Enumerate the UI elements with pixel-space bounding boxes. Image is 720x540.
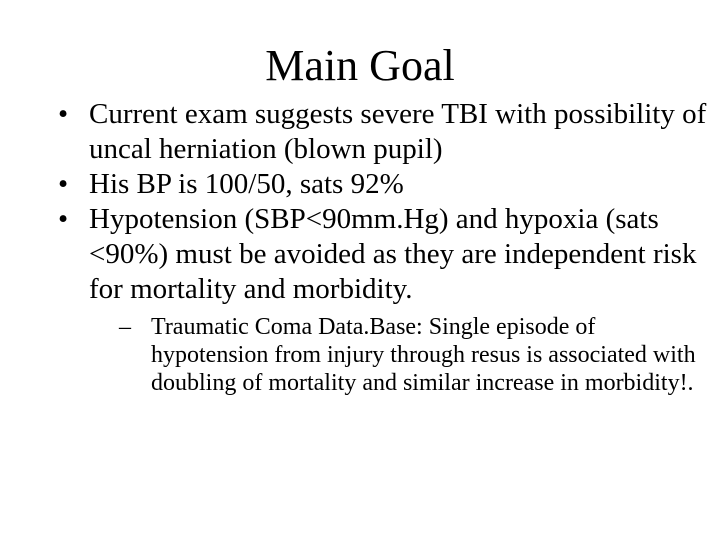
bullet-text: Hypotension (SBP<90mm.Hg) and hypoxia (sats <90%) must be avoided as they are independent risk for mortality and morbidity.	[89, 203, 697, 305]
bullet-item	[58, 202, 708, 397]
slide-title: Main Goal	[265, 41, 455, 90]
sub-bullet-item	[119, 313, 708, 397]
bullet-text: Current exam suggests severe TBI with possibility of uncal herniation (blown pupil)	[89, 98, 707, 165]
bullet-item	[58, 97, 708, 167]
bullet-list	[58, 97, 708, 397]
sub-bullet-mark: –	[119, 314, 131, 340]
sub-bullet-list	[119, 313, 708, 397]
bullet-mark: •	[58, 203, 69, 235]
bullet-mark: •	[58, 168, 69, 200]
bullet-text: His BP is 100/50, sats 92%	[89, 168, 404, 200]
bullet-mark: •	[58, 98, 69, 130]
sub-bullet-text: Traumatic Coma Data.Base: Single episode of hypotension from injury through resus is associated with doubling of mortality and similar increase in morbidity!.	[151, 314, 696, 396]
bullet-item	[58, 167, 708, 202]
